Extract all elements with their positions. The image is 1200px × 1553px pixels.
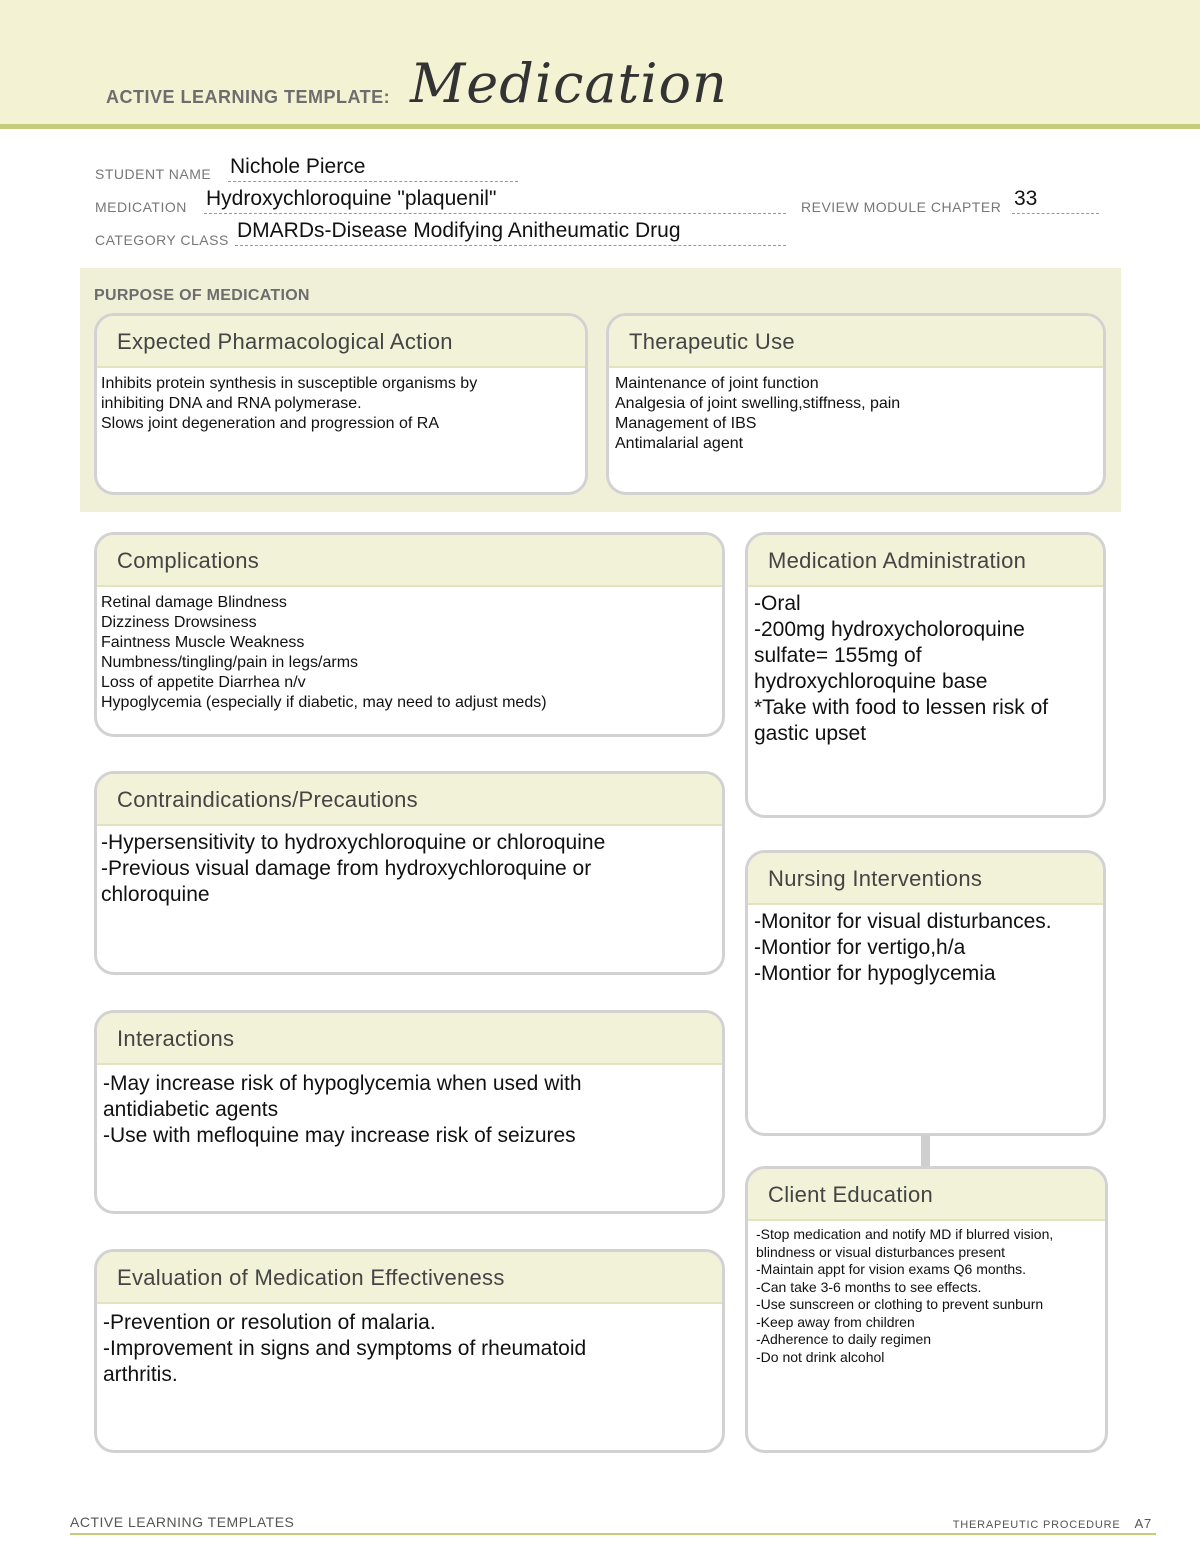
- evaluation-heading: Evaluation of Medication Effectiveness: [97, 1252, 722, 1304]
- nursing-interventions-heading: Nursing Interventions: [748, 853, 1103, 905]
- contraindications-text[interactable]: -Hypersensitivity to hydroxychloroquine or chloroquine -Previous visual damage from hydroxychloroquine or chloroquine: [101, 831, 606, 906]
- contraindications-heading: Contraindications/Precautions: [97, 774, 722, 826]
- footer-rule: [70, 1533, 1156, 1535]
- template-label: ACTIVE LEARNING TEMPLATE:: [106, 87, 391, 107]
- purpose-title: PURPOSE OF MEDICATION: [94, 287, 310, 304]
- footer-section: THERAPEUTIC PROCEDURE: [952, 1519, 1121, 1531]
- contraindications-box: [94, 771, 725, 975]
- evaluation-box: [94, 1249, 725, 1453]
- client-education-box: [745, 1166, 1108, 1453]
- interactions-text[interactable]: -May increase risk of hypoglycemia when used with antidiabetic agents -Use with mefloquine may increase risk of seizures: [103, 1072, 582, 1147]
- complications-text[interactable]: Retinal damage Blindness Dizziness Drowsiness Faintness Muscle Weakness Numbness/tingling/pain in legs/arms Loss of appetite Diarrhea n/v Hypoglycemia (especially if diabetic, may need to adjust meds): [101, 594, 547, 711]
- student-name-label: STUDENT NAME: [95, 166, 212, 182]
- therapeutic-use-heading: Therapeutic Use: [609, 316, 1103, 368]
- interactions-box: [94, 1010, 725, 1214]
- therapeutic-use-text[interactable]: Maintenance of joint function Analgesia of joint swelling,stiffness, pain Management of IBS Antimalarial agent: [615, 375, 901, 452]
- page-number: A7: [1134, 1516, 1152, 1531]
- category-class-field[interactable]: DMARDs-Disease Modifying Anitheumatic Drug: [235, 219, 786, 246]
- medication-label: MEDICATION: [95, 199, 187, 215]
- footer-left-label: ACTIVE LEARNING TEMPLATES: [70, 1514, 295, 1530]
- review-chapter-field[interactable]: 33: [1012, 187, 1099, 214]
- medication-administration-box: [745, 532, 1106, 818]
- category-class-label: CATEGORY CLASS: [95, 232, 229, 248]
- expected-action-text[interactable]: Inhibits protein synthesis in susceptible organisms by inhibiting DNA and RNA polymerase. Slows joint degeneration and progression of RA: [101, 375, 478, 432]
- nursing-interventions-box: [745, 850, 1106, 1136]
- client-education-text[interactable]: -Stop medication and notify MD if blurred vision, blindness or visual disturbances present -Maintain appt for vision exams Q6 months. -Can take 3-6 months to see effects. -Use sunscreen or clothing to prevent sunburn -Keep away from children -Adherence to daily regimen -Do not drink alcohol: [756, 1226, 1054, 1365]
- medication-administration-text[interactable]: -Oral -200mg hydroxycholoroquine sulfate= 155mg of hydroxychloroquine base *Take with food to lessen risk of gastic upset: [754, 592, 1049, 745]
- review-chapter-label: REVIEW MODULE CHAPTER: [801, 199, 1002, 215]
- client-education-heading: Client Education: [748, 1169, 1105, 1221]
- nursing-interventions-text[interactable]: -Monitor for visual disturbances. -Montior for vertigo,h/a -Montior for hypoglycemia: [754, 910, 1052, 985]
- connector-bar: [921, 1135, 930, 1166]
- expected-action-box: [94, 313, 588, 495]
- medication-administration-heading: Medication Administration: [748, 535, 1103, 587]
- complications-heading: Complications: [97, 535, 722, 587]
- template-title: Medication: [410, 52, 728, 115]
- student-name-field[interactable]: Nichole Pierce: [228, 155, 518, 182]
- medication-field[interactable]: Hydroxychloroquine "plaquenil": [204, 187, 786, 214]
- therapeutic-use-box: [606, 313, 1106, 495]
- footer-right-label: [953, 1516, 1152, 1531]
- evaluation-text[interactable]: -Prevention or resolution of malaria. -Improvement in signs and symptoms of rheumatoid arthritis.: [103, 1311, 587, 1386]
- expected-action-heading: Expected Pharmacological Action: [97, 316, 585, 368]
- complications-box: [94, 532, 725, 737]
- interactions-heading: Interactions: [97, 1013, 722, 1065]
